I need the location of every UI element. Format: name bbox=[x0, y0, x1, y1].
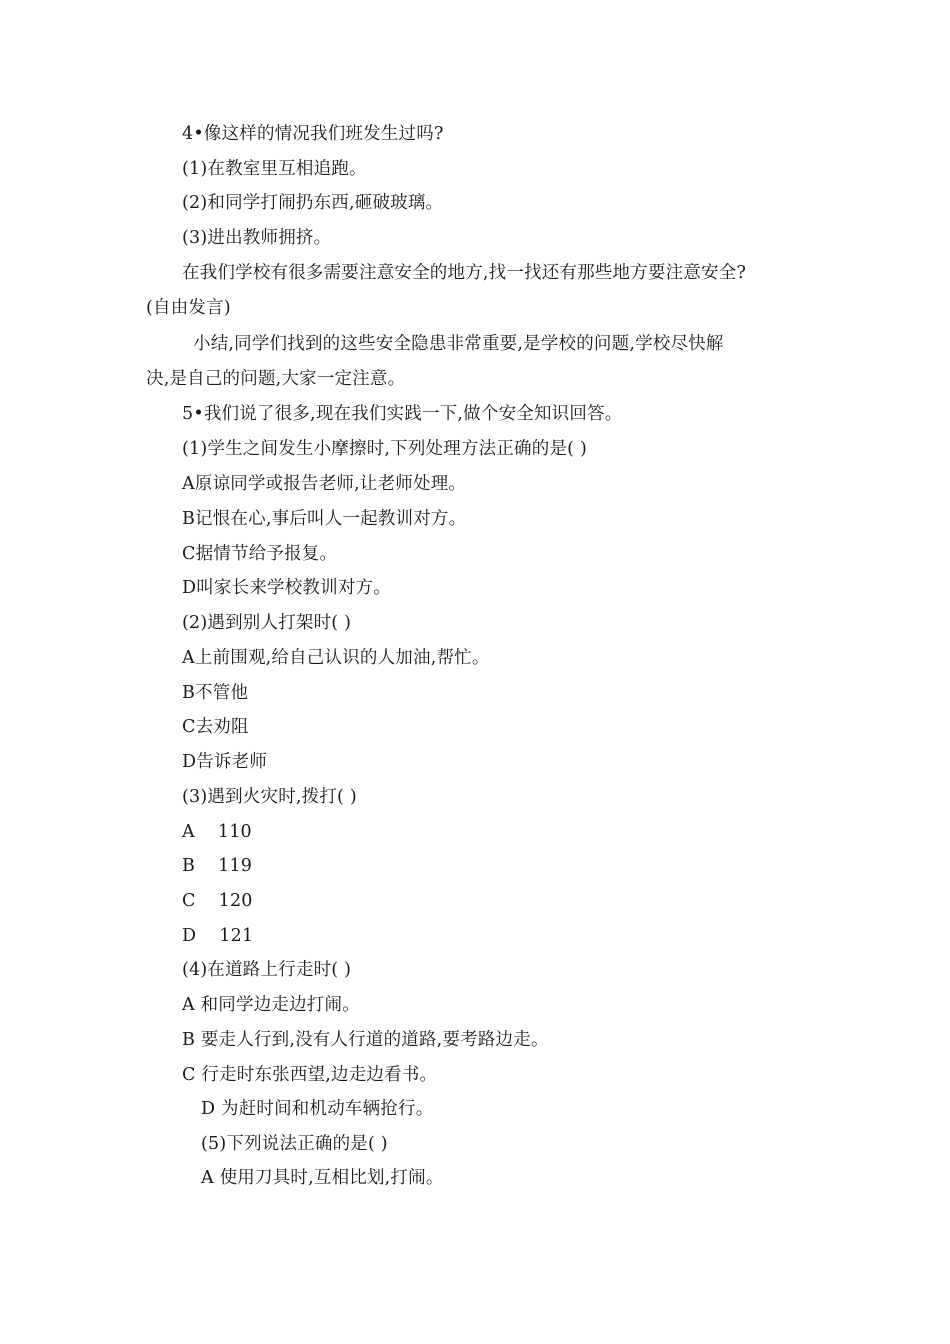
text-line: D叫家长来学校教训对方。 bbox=[182, 578, 391, 598]
text-line: 4•像这样的情况我们班发生过吗? bbox=[182, 124, 444, 144]
text-line: (1)学生之间发生小摩擦时,下列处理方法正确的是( ) bbox=[182, 439, 587, 459]
text-line: (1)在教室里互相追跑。 bbox=[182, 159, 367, 179]
text-line: C 120 bbox=[182, 891, 253, 911]
text-line: B记恨在心,事后叫人一起教训对方。 bbox=[182, 509, 467, 529]
text-line: A上前围观,给自己认识的人加油,帮忙。 bbox=[182, 648, 490, 668]
text-line: (自由发言) bbox=[146, 298, 231, 318]
text-line: A 110 bbox=[182, 822, 252, 842]
text-line: B不管他 bbox=[182, 683, 249, 703]
text-line: B 要走人行到,没有人行道的道路,要考路边走。 bbox=[182, 1030, 549, 1050]
text-line: 在我们学校有很多需要注意安全的地方,找一找还有那些地方要注意安全? bbox=[182, 263, 747, 283]
text-line: (3)遇到火灾时,拨打( ) bbox=[182, 787, 357, 807]
text-line: (5)下列说法正确的是( ) bbox=[201, 1134, 388, 1154]
text-line: C据情节给予报复。 bbox=[182, 544, 338, 564]
text-line: C去劝阻 bbox=[182, 717, 249, 737]
text-line: A 和同学边走边打闹。 bbox=[182, 995, 360, 1015]
text-line: (2)遇到别人打架时( ) bbox=[182, 613, 352, 633]
text-line: 小结,同学们找到的这些安全隐患非常重要,是学校的问题,学校尽快解 bbox=[193, 334, 724, 354]
text-line: 5•我们说了很多,现在我们实践一下,做个安全知识回答。 bbox=[182, 404, 623, 424]
text-line: (2)和同学打闹扔东西,砸破玻璃。 bbox=[182, 193, 444, 213]
text-line: D 121 bbox=[182, 926, 254, 946]
text-line: C 行走时东张西望,边走边看书。 bbox=[182, 1065, 438, 1085]
text-line: 决,是自己的问题,大家一定注意。 bbox=[146, 369, 406, 389]
text-line: D 为赶时间和机动车辆抢行。 bbox=[201, 1099, 434, 1119]
text-line: A 使用刀具时,互相比划,打闹。 bbox=[201, 1168, 444, 1188]
text-line: B 119 bbox=[182, 856, 253, 876]
text-line: A原谅同学或报告老师,让老师处理。 bbox=[182, 474, 467, 494]
text-line: (4)在道路上行走时( ) bbox=[182, 960, 352, 980]
text-line: (3)进出教师拥挤。 bbox=[182, 228, 332, 248]
text-line: D告诉老师 bbox=[182, 752, 268, 772]
